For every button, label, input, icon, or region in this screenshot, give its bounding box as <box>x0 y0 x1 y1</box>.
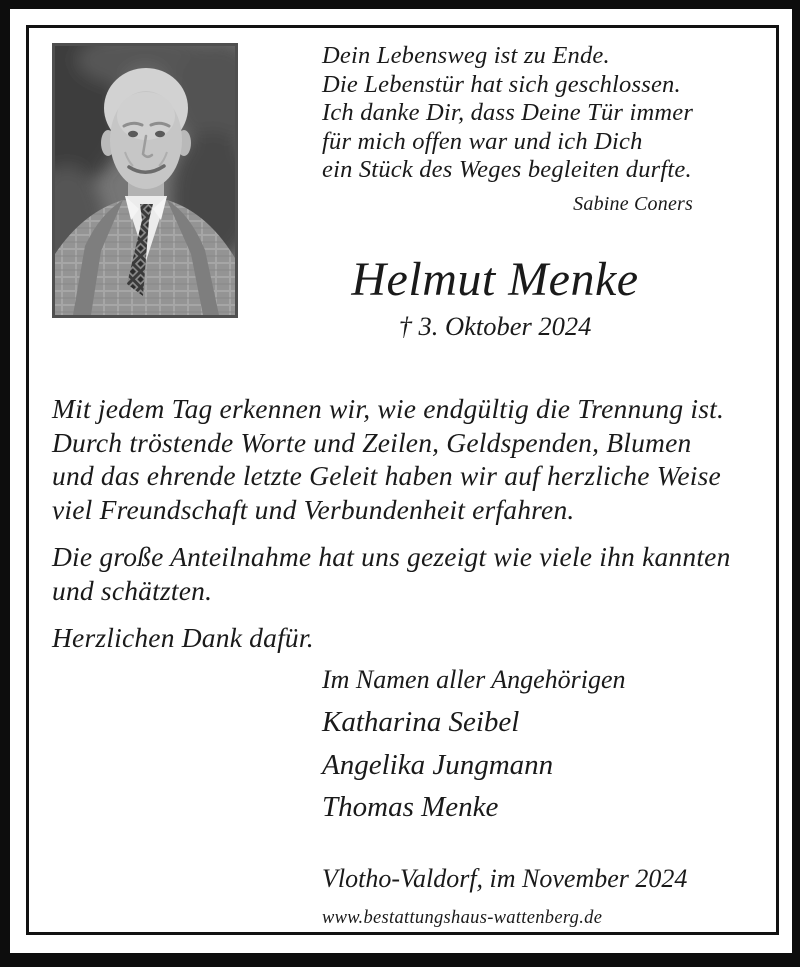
text-line: und schätzten. <box>52 574 213 606</box>
signature-block <box>322 665 742 829</box>
portrait-photo <box>55 46 235 315</box>
text-line: Herzlichen Dank dafür. <box>52 622 314 653</box>
poem-line: Dein Lebensweg ist zu Ende. <box>322 42 610 69</box>
funeral-home-website: www.bestattungshaus-wattenberg.de <box>322 908 603 928</box>
text-line: Durch tröstende Worte und Zeilen, Geldspenden, Blumen <box>52 426 692 458</box>
signer-name: Thomas Menke <box>322 791 499 823</box>
poem-line: Ich danke Dir, dass Deine Tür immer <box>322 99 694 126</box>
text-line: Mit jedem Tag erkennen wir, wie endgültig die Trennung ist. <box>52 393 725 424</box>
place-date-line: Vlotho-Valdorf, im November 2024 <box>322 864 688 893</box>
signer-name: Katharina Seibel <box>322 706 520 738</box>
portrait-photo-frame <box>52 43 238 318</box>
deceased-name-block <box>322 252 668 342</box>
thanks-paragraph <box>52 621 762 655</box>
poem-credit: Sabine Coners <box>573 192 693 215</box>
thanks-paragraph <box>52 540 762 607</box>
death-date: † 3. Oktober 2024 <box>398 311 592 342</box>
signer-name: Angelika Jungmann <box>322 748 554 781</box>
thanks-paragraph <box>52 392 762 526</box>
signature-intro: Im Namen aller Angehörigen <box>322 665 626 694</box>
thanks-text <box>52 392 762 669</box>
text-line: viel Freundschaft und Verbundenheit erfahren. <box>52 493 575 525</box>
poem-line: für mich offen war und ich Dich <box>322 127 643 155</box>
text-line: und das ehrende letzte Geleit haben wir auf herzliche Weise <box>52 460 721 491</box>
text-line: Die große Anteilnahme hat uns gezeigt wie viele ihn kannten <box>52 541 731 572</box>
deceased-name: Helmut Menke <box>351 253 639 306</box>
poem-line: ein Stück des Weges begleiten durfte. <box>322 156 692 183</box>
memorial-poem <box>322 42 698 218</box>
poem-line: Die Lebenstür hat sich geschlossen. <box>322 70 681 98</box>
